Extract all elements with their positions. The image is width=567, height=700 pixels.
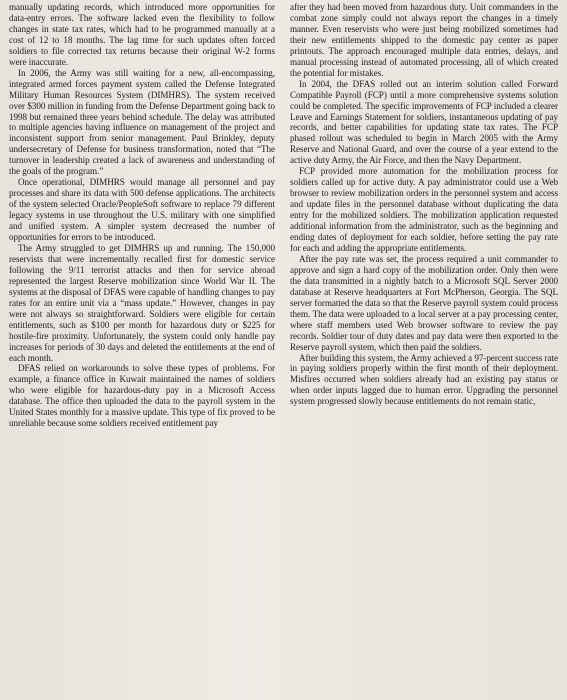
- left-column: [9, 2, 275, 429]
- paragraph: The Army struggled to get DIMHRS up and running. The 150,000 reservists that were incrementally recalled first for domestic service following the 9/11 terrorist attacks and then for service abroad represented the largest Reserve mobilization since World War II. The systems at the disposal of DFAS were capable of handling changes to pay rates for an entire unit via a “mass update.” However, changes in pay were not always so straightforward. Soldiers were eligible for certain entitlements, such as $100 per month for hazardous duty or $225 for hostile-fire proximity. Unfortunately, the system could only handle pay increases for periods of 30 days and deleted the entitlements at the end of each month.: [9, 242, 275, 363]
- paragraph: manually updating records, which introduced more opportunities for data-entry errors. The software lacked even the flexibility to follow changes in state tax rates, which had to be programmed manually at a cost of 12 to 18 months. The lag time for such updates often forced soldiers to file corrected tax returns because their original W-2 forms were inaccurate.: [9, 2, 275, 67]
- paragraph: After the pay rate was set, the process required a unit commander to approve and sign a hard copy of the mobilization order. Only then were the data transmitted in a nightly batch to a Microsoft SQL Server 2000 database at Reserve headquarters at Fort McPherson, Georgia. The SQL server formatted the data so that the Reserve payroll system could process them. The data were uploaded to a local server at a pay processing center, where staff members used Web browser software to review the pay records. Soldier tour of duty dates and pay data were then exported to the Reserve payroll system, which then paid the soldiers.: [290, 253, 558, 352]
- paragraph: DFAS relied on workarounds to solve these types of problems. For example, a finance office in Kuwait maintained the names of soldiers who were eligible for hazardous-duty pay in a Microsoft Access database. The office then uploaded the data to the payroll system in the United States monthly for a massive update. This type of fix proved to be unreliable because some soldiers received entitlement pay: [9, 363, 275, 429]
- paragraph: Once operational, DIMHRS would manage all personnel and pay processes and share its data with 500 defense applications. The architects of the system selected Oracle/PeopleSoft software to replace 79 different legacy systems in use throughout the U.S. military with one simplified and unified system. A simpler system decreased the number of opportunities for errors to be introduced.: [9, 177, 275, 243]
- paragraph: After building this system, the Army achieved a 97-percent success rate in paying soldiers properly within the first month of their deployment. Misfires occurred when soldiers already had an existing pay status or when order inputs lagged due to human error. Upgrading the personnel system progressed slowly because entitlements do not remain static,: [290, 352, 558, 407]
- paragraph: FCP provided more automation for the mobilization process for soldiers called up for active duty. A pay administrator could use a Web browser to review mobilization orders in the personnel system and access and update files in the personnel database without duplicating the data entry for the mobilized soldiers. The mobilization application requested additional information from the administrator, such as the beginning and ending dates of deployment for each soldier, before setting the pay rate for each and adding the appropriate entitlements.: [290, 166, 558, 253]
- paragraph: In 2004, the DFAS rolled out an interim solution called Forward Compatible Payroll (FCP) until a more comprehensive systems solution could be completed. The specific improvements of FCP included a clearer Leave and Earnings Statement for soldiers, instantaneous updating of pay records, and better capabilities for updating state tax rates. The FCP phased rollout was scheduled to begin in March 2005 with the Army Reserve and National Guard, and over the course of a year extend to the active duty Army, the Air Force, and then the Navy Department.: [290, 78, 558, 166]
- right-column: [290, 2, 558, 407]
- paragraph: after they had been moved from hazardous duty. Unit commanders in the combat zone simply could not always report the changes in a timely manner. Even reservists who were just being mobilized sometimes had their new entitlements shipped to the domestic pay center as paper printouts. The approach encouraged multiple data entries, delays, and manual processing instead of automated processing, all of which created the potential for mistakes.: [290, 2, 558, 78]
- paragraph: In 2006, the Army was still waiting for a new, all-encompassing, integrated armed forces payment system called the Defense Integrated Military Human Resources System (DIMHRS). The system received over $300 million in funding from the Defense Department going back to 1998 but remained three years behind schedule. The delay was attributed to multiple agencies having influence on management of the project and inconsistent support from senior management. Paul Brinkley, deputy undersecretary of Defense for business transformation, noted that “The turnover in leadership created a lack of awareness and understanding of the goals of the program.”: [9, 67, 275, 177]
